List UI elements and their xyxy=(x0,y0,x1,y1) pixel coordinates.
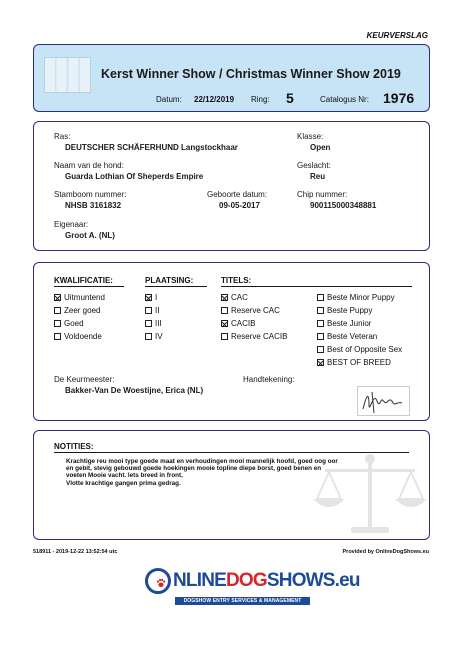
title-option[interactable] xyxy=(317,344,402,355)
show-header xyxy=(33,44,430,112)
checkbox-icon[interactable] xyxy=(145,320,152,327)
signature-label: Handtekening: xyxy=(243,375,295,384)
title-option[interactable] xyxy=(221,292,248,303)
date-label: Datum: xyxy=(156,95,182,104)
sex-value: Reu xyxy=(310,172,326,181)
placement-option[interactable] xyxy=(145,292,157,303)
option-label: Voldoende xyxy=(64,332,102,341)
option-label: II xyxy=(155,306,160,315)
checkbox-icon[interactable] xyxy=(221,294,228,301)
placement-underline xyxy=(145,286,207,287)
onlinedogshows-logo xyxy=(143,568,360,610)
notes-line-4: Vlotte krachtige gangen prima gedrag. xyxy=(66,479,181,487)
brand-part-1: NLINE xyxy=(173,570,227,591)
judge-label: De Keurmeester: xyxy=(54,375,115,384)
title-option[interactable] xyxy=(317,318,371,329)
ring-value: 5 xyxy=(286,90,294,106)
qualification-heading: KWALIFICATIE: xyxy=(54,276,113,285)
option-label: Best of Opposite Sex xyxy=(327,345,403,354)
paw-icon xyxy=(156,578,166,588)
brand-part-3: SHOWS.eu xyxy=(266,570,360,591)
option-label: Zeer goed xyxy=(64,306,101,315)
checkbox-icon[interactable] xyxy=(221,333,228,340)
title-option[interactable] xyxy=(317,331,377,342)
show-title: Kerst Winner Show / Christmas Winner Show 2019 xyxy=(101,67,401,81)
breed-value: DEUTSCHER SCHÄFERHUND Langstockhaar xyxy=(65,143,238,152)
catalog-value: 1976 xyxy=(383,90,415,106)
chip-label: Chip nummer: xyxy=(297,190,348,199)
show-meta-row xyxy=(34,90,429,109)
catalog-label: Catalogus Nr: xyxy=(320,95,369,104)
owner-label: Eigenaar: xyxy=(54,220,89,229)
footer-reference: 518911 - 2019-12-22 13:52:54 utc xyxy=(33,549,118,555)
checkbox-icon[interactable] xyxy=(145,333,152,340)
option-label: BEST OF BREED xyxy=(327,358,391,367)
qualification-option[interactable] xyxy=(54,305,100,316)
breed-label: Ras: xyxy=(54,132,71,141)
notes-line-2: en gebit, stevig gebouwd goede hoekingen mooie topline diepe borst, goed benen en xyxy=(66,465,322,473)
checkbox-icon[interactable] xyxy=(54,320,61,327)
pedigree-value: NHSB 3161832 xyxy=(65,201,122,210)
placement-option[interactable] xyxy=(145,305,159,316)
option-label: Beste Junior xyxy=(327,319,372,328)
brand-circle-icon xyxy=(145,568,171,594)
dog-name-label: Naam van de hond: xyxy=(54,161,124,170)
title-option[interactable] xyxy=(221,318,255,329)
placement-option[interactable] xyxy=(145,318,162,329)
option-label: Beste Minor Puppy xyxy=(327,293,395,302)
option-label: Reserve CACIB xyxy=(231,332,288,341)
qualification-option[interactable] xyxy=(54,318,84,329)
qualification-underline xyxy=(54,286,124,287)
checkbox-icon[interactable] xyxy=(54,307,61,314)
checkbox-icon[interactable] xyxy=(317,294,324,301)
class-value: Open xyxy=(310,143,331,152)
birth-date-label: Geboorte datum: xyxy=(207,190,268,199)
dog-name-value: Guarda Lothian Of Sheperds Empire xyxy=(65,172,204,181)
checkbox-icon[interactable] xyxy=(54,333,61,340)
birth-date-value: 09-05-2017 xyxy=(219,201,260,210)
brand-tagline: DOGSHOW ENTRY SERVICES & MANAGEMENT xyxy=(175,597,310,605)
footer-provider: Provided by OnlineDogShows.eu xyxy=(342,549,429,555)
qualification-option[interactable] xyxy=(54,331,102,342)
titles-underline xyxy=(221,286,412,287)
pedigree-label: Stamboom nummer: xyxy=(54,190,127,199)
checkbox-icon[interactable] xyxy=(221,320,228,327)
brand-wordmark xyxy=(165,570,360,592)
chip-value: 900115000348881 xyxy=(310,201,377,210)
title-option[interactable] xyxy=(221,305,280,316)
checkbox-icon[interactable] xyxy=(54,294,61,301)
show-logo-image xyxy=(44,57,91,93)
notes-line-1: Krachtige reu mooi type goede maat en verhoudingen mooi mannelijk hoofd, goed oog oor xyxy=(66,458,338,465)
checkbox-icon[interactable] xyxy=(317,346,324,353)
sex-label: Geslacht: xyxy=(297,161,331,170)
checkbox-icon[interactable] xyxy=(317,359,324,366)
judge-name: Bakker-Van De Woestijne, Erica (NL) xyxy=(65,386,204,395)
class-label: Klasse: xyxy=(297,132,324,141)
notes-section xyxy=(33,430,430,540)
option-label: Reserve CAC xyxy=(231,306,280,315)
title-option[interactable] xyxy=(317,292,395,303)
option-label: CAC xyxy=(231,293,248,302)
notes-line-3: voeten Mooie vacht. lets breed in front, xyxy=(66,472,183,480)
option-label: Beste Puppy xyxy=(327,306,373,315)
option-label: III xyxy=(155,319,162,328)
checkbox-icon[interactable] xyxy=(317,307,324,314)
notes-heading: NOTITIES: xyxy=(54,442,94,451)
title-option[interactable] xyxy=(317,305,372,316)
option-label: Uitmuntend xyxy=(64,293,105,302)
title-option[interactable] xyxy=(317,357,391,368)
judging-section xyxy=(33,262,430,421)
checkbox-icon[interactable] xyxy=(145,294,152,301)
option-label: I xyxy=(155,293,158,302)
placement-option[interactable] xyxy=(145,331,163,342)
placement-heading: PLAATSING: xyxy=(145,276,194,285)
doc-type-label: KEURVERSLAG xyxy=(366,31,428,40)
option-label: CACIB xyxy=(231,319,256,328)
notes-text xyxy=(66,458,406,487)
signature-image xyxy=(357,386,410,416)
option-label: Beste Veteran xyxy=(327,332,378,341)
title-option[interactable] xyxy=(221,331,287,342)
titles-heading: TITELS: xyxy=(221,276,252,285)
checkbox-icon[interactable] xyxy=(221,307,228,314)
option-label: IV xyxy=(155,332,163,341)
checkbox-icon[interactable] xyxy=(317,333,324,340)
date-value: 22/12/2019 xyxy=(194,95,235,104)
dog-details-section xyxy=(33,121,430,251)
checkbox-icon[interactable] xyxy=(145,307,152,314)
option-label: Goed xyxy=(64,319,84,328)
brand-part-2: DOG xyxy=(226,570,267,591)
checkbox-icon[interactable] xyxy=(317,320,324,327)
qualification-option[interactable] xyxy=(54,292,105,303)
owner-value: Groot A. (NL) xyxy=(65,231,115,240)
ring-label: Ring: xyxy=(251,95,270,104)
